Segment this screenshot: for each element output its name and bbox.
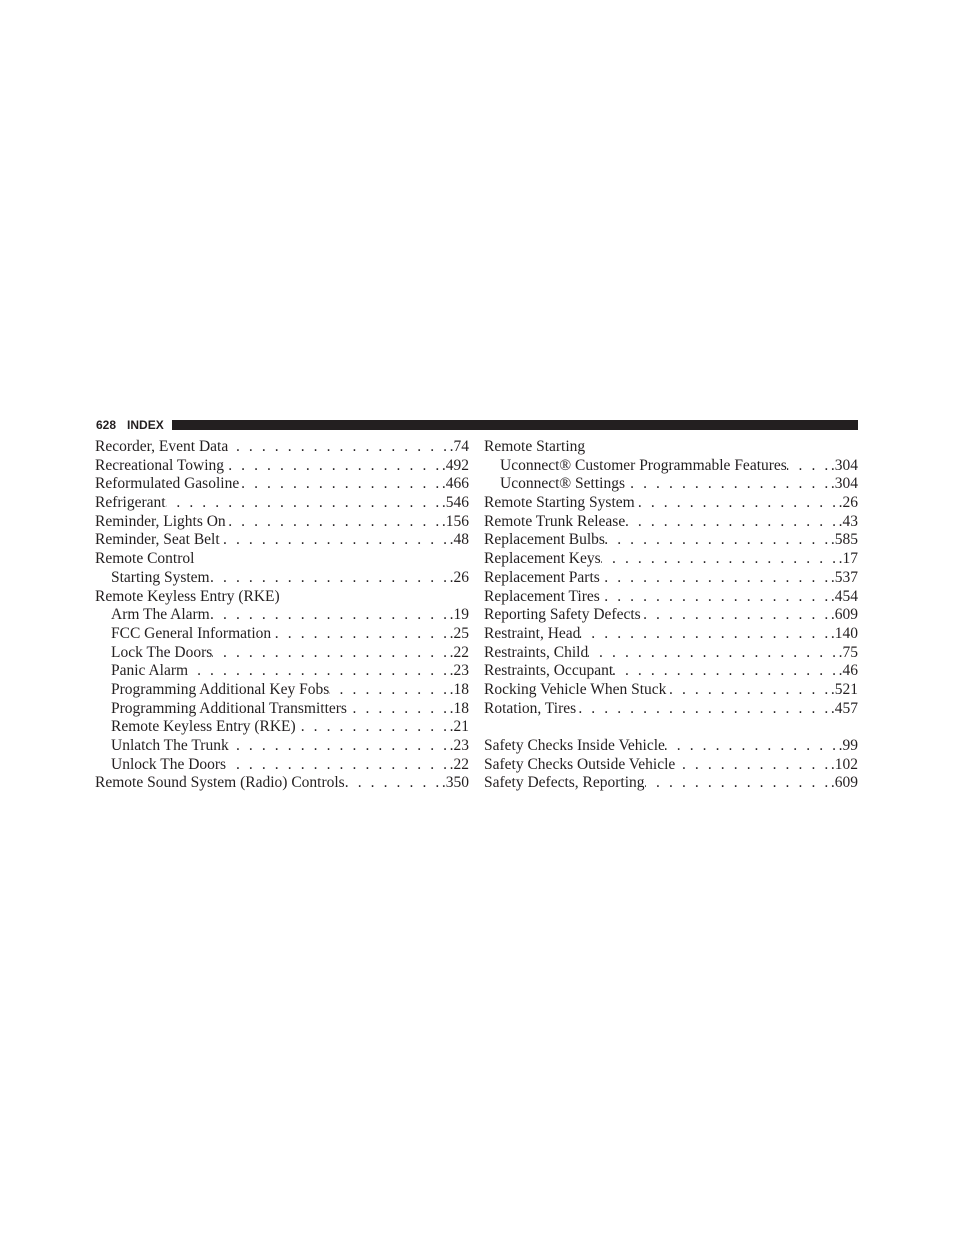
index-page-number: .48: [449, 531, 469, 549]
index-page-number: .22: [449, 755, 469, 773]
index-term: Restraints, Occupant: [484, 662, 614, 680]
dot-leader: [166, 494, 442, 513]
dot-leader: [210, 606, 450, 625]
index-subentry: [95, 662, 469, 681]
index-entry: [95, 513, 469, 532]
index-page-number: .17: [838, 550, 858, 568]
dot-leader: [675, 756, 831, 775]
index-entry: [95, 457, 469, 476]
dot-leader: [641, 606, 831, 625]
index-entry: [484, 494, 858, 513]
dot-leader: [665, 737, 839, 756]
index-page-number: .466: [441, 475, 469, 493]
index-term: Lock The Doors: [111, 643, 213, 661]
dot-leader: [625, 513, 838, 532]
index-page-number: .46: [838, 662, 858, 680]
index-page-number: .102: [830, 755, 858, 773]
index-entry: [484, 681, 858, 700]
dot-leader: [212, 644, 449, 663]
index-entry: [95, 494, 469, 513]
index-page-number: .75: [838, 643, 858, 661]
index-term: Starting System: [111, 568, 210, 586]
index-entry: [484, 588, 858, 607]
index-entry: [95, 774, 469, 793]
page-header: [96, 416, 858, 434]
index-term: Unlatch The Trunk: [111, 737, 229, 754]
dot-leader: [224, 457, 442, 476]
index-term: Uconnect® Customer Programmable Features: [500, 456, 787, 474]
index-term: Replacement Bulbs: [484, 531, 605, 549]
index-term: Recorder, Event Data: [95, 438, 229, 455]
index-page-number: .304: [830, 456, 858, 474]
index-page-number: .140: [830, 624, 858, 642]
index-entry: [484, 644, 858, 663]
index-entry: [95, 550, 469, 569]
index-entry: [484, 531, 858, 550]
index-entry: [484, 513, 858, 532]
section-title: INDEX: [127, 418, 164, 432]
index-term: Programming Additional Key Fobs: [111, 680, 330, 698]
index-term: Remote Keyless Entry (RKE): [111, 718, 296, 736]
index-term: FCC General Information: [111, 624, 272, 642]
index-entry: [484, 550, 858, 569]
index-entry: [95, 588, 469, 607]
index-term: Replacement Tires: [484, 587, 600, 605]
dot-leader: [787, 457, 831, 476]
dot-leader: [625, 475, 831, 494]
dot-leader: [666, 681, 830, 700]
index-page-number: .457: [830, 699, 858, 717]
index-spacer: [484, 718, 858, 737]
dot-leader: [226, 513, 442, 532]
page-number: 628: [96, 418, 117, 432]
index-entry: [484, 569, 858, 588]
dot-leader: [580, 625, 830, 644]
dot-leader: [229, 737, 450, 756]
index-page-number: .26: [449, 568, 469, 586]
index-subentry: [95, 569, 469, 588]
dot-leader: [228, 438, 449, 457]
index-entry: [95, 475, 469, 494]
dot-leader: [239, 475, 442, 494]
index-subentry: [484, 457, 858, 476]
index-subentry: [95, 700, 469, 719]
dot-leader: [600, 569, 831, 588]
index-entry: [484, 438, 858, 457]
index-page-number: .18: [449, 699, 469, 717]
index-term: Safety Checks Outside Vehicle: [484, 755, 676, 773]
index-subentry: [95, 644, 469, 663]
index-term: Safety Defects, Reporting: [484, 774, 645, 792]
index-page-number: .18: [449, 680, 469, 698]
index-page-number: .23: [449, 662, 469, 680]
index-term: Reminder, Lights On: [95, 512, 226, 530]
index-term: Restraint, Head: [484, 624, 581, 642]
index-page-number: .23: [449, 737, 469, 754]
dot-leader: [347, 700, 450, 719]
index-entry: [484, 662, 858, 681]
index-page-number: .546: [441, 494, 469, 512]
index-term: Refrigerant: [95, 494, 166, 512]
dot-leader: [645, 774, 831, 793]
dot-leader: [576, 700, 831, 719]
index-term: Arm The Alarm: [111, 606, 210, 624]
index-term: Panic Alarm: [111, 662, 189, 680]
index-page-number: .537: [830, 568, 858, 586]
index-page-number: .585: [830, 531, 858, 549]
index-page-number: .21: [449, 718, 469, 736]
index-term: Restraints, Child: [484, 643, 589, 661]
dot-leader: [605, 531, 831, 550]
header-rule: [172, 420, 858, 430]
index-entry: [95, 531, 469, 550]
index-page-number: .22: [449, 643, 469, 661]
dot-leader: [345, 774, 442, 793]
index-entry: [484, 756, 858, 775]
index-page-number: .454: [830, 587, 858, 605]
index-term: Replacement Keys: [484, 550, 601, 568]
index-term: Programming Additional Transmitters: [111, 699, 347, 717]
index-page-number: .156: [441, 512, 469, 530]
dot-leader: [226, 756, 450, 775]
dot-leader: [601, 550, 839, 569]
dot-leader: [613, 662, 838, 681]
index-subentry: [95, 756, 469, 775]
dot-leader: [635, 494, 839, 513]
index-entry: [484, 737, 858, 756]
index-page-number: .304: [830, 475, 858, 493]
index-page-number: .609: [830, 774, 858, 792]
index-term: Remote Trunk Release: [484, 512, 626, 530]
index-entry: [484, 700, 858, 719]
index-term: Unlock The Doors: [111, 755, 227, 773]
index-subentry: [484, 475, 858, 494]
index-entry: [484, 774, 858, 793]
index-term: Remote Keyless Entry (RKE): [95, 587, 280, 605]
index-column-right: [484, 438, 858, 793]
dot-leader: [220, 531, 450, 550]
index-entry: [484, 606, 858, 625]
index-term: Remote Starting System: [484, 494, 635, 512]
index-entry: [95, 438, 469, 457]
index-term: Replacement Parts: [484, 568, 600, 586]
dot-leader: [329, 681, 449, 700]
dot-leader: [188, 662, 450, 681]
index-term: Safety Checks Inside Vehicle: [484, 737, 665, 754]
index-subentry: [95, 737, 469, 756]
index-subentry: [95, 718, 469, 737]
index-subentry: [95, 625, 469, 644]
index-entry: [484, 625, 858, 644]
index-page-number: .19: [449, 606, 469, 624]
index-subentry: [95, 606, 469, 625]
index-term: Reminder, Seat Belt: [95, 531, 220, 549]
index-term: Recreational Towing: [95, 456, 225, 474]
index-page-number: .609: [830, 606, 858, 624]
dot-leader: [271, 625, 449, 644]
index-term: Rotation, Tires: [484, 699, 577, 717]
index-subentry: [95, 681, 469, 700]
index-page-number: .25: [449, 624, 469, 642]
index-term: Reformulated Gasoline: [95, 475, 240, 493]
index-term: Remote Sound System (Radio) Controls: [95, 774, 345, 792]
index-page-number: .26: [838, 494, 858, 512]
dot-leader: [588, 644, 838, 663]
index-term: Reporting Safety Defects: [484, 606, 641, 624]
index-page-number: .350: [441, 774, 469, 792]
dot-leader: [210, 569, 450, 588]
index-page-number: .43: [838, 512, 858, 530]
index-term: Remote Control: [95, 550, 195, 568]
dot-leader: [600, 588, 831, 607]
index-page-number: .74: [449, 438, 469, 455]
index-term: Rocking Vehicle When Stuck: [484, 680, 667, 698]
index-column-left: [95, 438, 469, 793]
index-page-number: .492: [441, 456, 469, 474]
index-term: Uconnect® Settings: [500, 475, 625, 493]
dot-leader: [296, 718, 450, 737]
index-page-number: .521: [830, 680, 858, 698]
index-page-number: .99: [838, 737, 858, 754]
index-term: Remote Starting: [484, 438, 586, 455]
